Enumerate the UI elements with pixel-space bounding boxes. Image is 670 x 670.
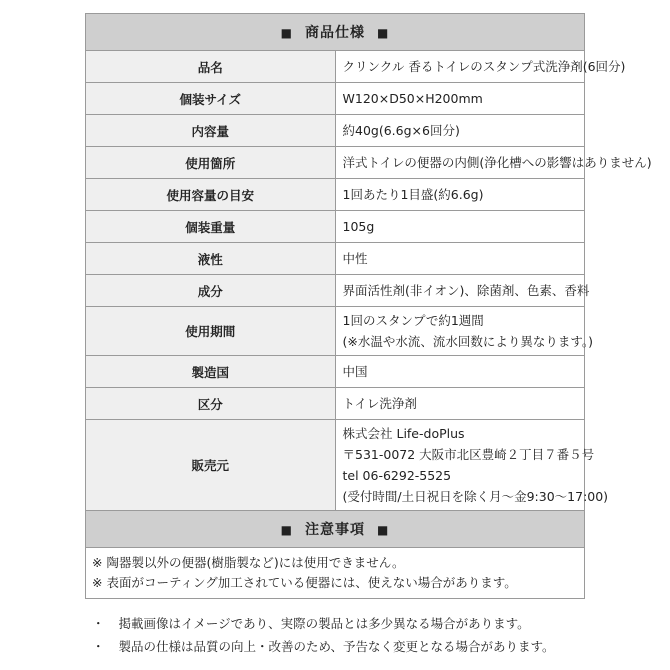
- caution-note: ※ 陶器製以外の便器(樹脂製など)には使用できません。: [92, 555, 405, 570]
- spec-value-line: トイレ洗浄剤: [342, 396, 417, 411]
- spec-label: 品名: [86, 51, 336, 83]
- footer-notes: [92, 612, 555, 658]
- spec-label: 区分: [86, 388, 336, 420]
- bullet-icon: ・: [92, 639, 105, 654]
- spec-value-line: (※水温や水流、流水回数により異なります。): [342, 334, 593, 349]
- spec-value-line: 中性: [342, 251, 368, 266]
- spec-label: 製造国: [86, 356, 336, 388]
- spec-table: [85, 13, 652, 599]
- spec-value-line: クリンクル 香るトイレのスタンプ式洗浄剤(6回分): [342, 59, 626, 74]
- spec-row-product-name: [86, 51, 585, 83]
- spec-row-seller: [86, 420, 585, 511]
- spec-value-line: 洋式トイレの便器の内側(浄化槽への影響はありません): [342, 155, 652, 170]
- footer-note: [92, 635, 555, 658]
- spec-value: [335, 307, 593, 356]
- spec-row-contents: [86, 115, 585, 147]
- spec-label: 液性: [86, 243, 336, 275]
- spec-sheet: [85, 13, 652, 599]
- spec-value-line: 界面活性剤(非イオン)、除菌剤、色素、香料: [342, 283, 590, 298]
- caution-notes: [86, 548, 585, 599]
- spec-value-line: 中国: [342, 364, 368, 379]
- caution-section-title-cell: [86, 511, 585, 548]
- footer-note: [92, 612, 555, 635]
- spec-row-usage-amount: [86, 179, 585, 211]
- spec-row-ingredients: [86, 275, 585, 307]
- spec-label: 成分: [86, 275, 336, 307]
- spec-section-title: 商品仕様: [305, 25, 365, 41]
- square-marker-icon: ■: [280, 523, 293, 537]
- spec-value-line: 1回のスタンプで約1週間: [342, 313, 484, 328]
- spec-value-line: 株式会社 Life-doPlus: [342, 426, 465, 441]
- spec-value: [335, 83, 585, 115]
- bullet-icon: ・: [92, 616, 105, 631]
- caution-notes-row: [86, 548, 585, 599]
- spec-row-category: [86, 388, 585, 420]
- spec-value-line: 1回あたり1目盛(約6.6g): [342, 187, 484, 202]
- spec-label: 使用期間: [86, 307, 336, 356]
- spec-label: 使用箇所: [86, 147, 336, 179]
- spec-value: [335, 243, 585, 275]
- spec-value-line: tel 06-6292-5525: [342, 468, 452, 483]
- footer-note-text: 掲載画像はイメージであり、実際の製品とは多少異なる場合があります。: [118, 616, 530, 631]
- spec-label: 内容量: [86, 115, 336, 147]
- square-marker-icon: ■: [280, 26, 293, 40]
- spec-section-header: [86, 14, 585, 51]
- spec-value: [335, 356, 585, 388]
- spec-value: [335, 147, 652, 179]
- spec-row-usage-period: [86, 307, 585, 356]
- spec-label: 個装サイズ: [86, 83, 336, 115]
- spec-value: [335, 179, 585, 211]
- spec-row-usage-location: [86, 147, 585, 179]
- spec-value-line: (受付時間/土日祝日を除く月～金9:30～17:00): [342, 489, 609, 504]
- spec-value-line: W120×D50×H200mm: [342, 91, 483, 106]
- spec-value: [335, 115, 585, 147]
- spec-row-package-weight: [86, 211, 585, 243]
- spec-value: [335, 388, 585, 420]
- caution-section-header: [86, 511, 585, 548]
- spec-value-line: 〒531-0072 大阪市北区豊崎２丁目７番５号: [342, 447, 595, 462]
- footer-note-text: 製品の仕様は品質の向上・改善のため、予告なく変更となる場合があります。: [118, 639, 555, 654]
- spec-value: [335, 211, 585, 243]
- spec-label: 個装重量: [86, 211, 336, 243]
- spec-label: 使用容量の目安: [86, 179, 336, 211]
- spec-row-liquid-type: [86, 243, 585, 275]
- caution-note: ※ 表面がコーティング加工されている便器には、使えない場合があります。: [92, 575, 517, 590]
- spec-value-line: 約40g(6.6g×6回分): [342, 123, 460, 138]
- caution-section-title: 注意事項: [305, 522, 365, 538]
- spec-value: [335, 275, 590, 307]
- spec-value: [335, 51, 626, 83]
- square-marker-icon: ■: [377, 26, 390, 40]
- spec-section-title-cell: [86, 14, 585, 51]
- square-marker-icon: ■: [377, 523, 390, 537]
- spec-row-package-size: [86, 83, 585, 115]
- spec-value-line: 105g: [342, 219, 375, 234]
- spec-value: [335, 420, 609, 511]
- spec-label: 販売元: [86, 420, 336, 511]
- spec-row-country: [86, 356, 585, 388]
